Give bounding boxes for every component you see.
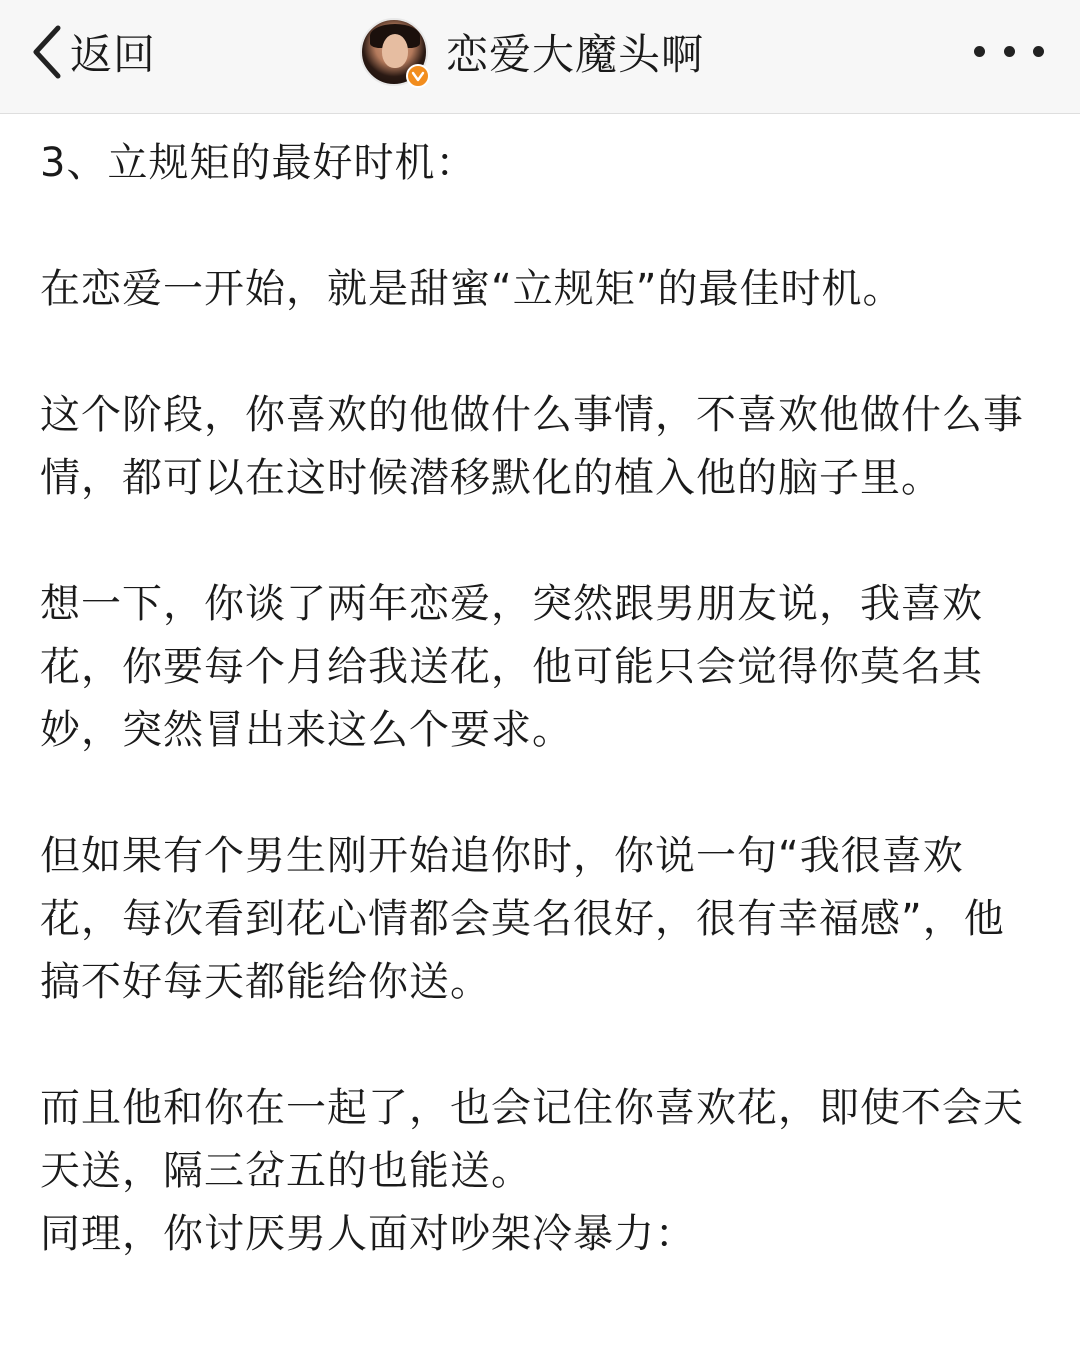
back-button[interactable] [30, 22, 156, 82]
paragraph-7: 同理，你讨厌男人面对吵架冷暴力： [40, 1211, 696, 1257]
paragraph-1: 3、立规矩的最好时机： [40, 140, 477, 186]
verified-badge-icon [406, 64, 430, 88]
paragraph-6: 而且他和你在一起了，也会记住你喜欢花，即使不会天天送，隔三岔五的也能送。 [40, 1085, 1024, 1194]
paragraph-4: 想一下，你谈了两年恋爱，突然跟男朋友说，我喜欢花，你要每个月给我送花，他可能只会觉得你莫名其妙，突然冒出来这么个要求。 [40, 581, 983, 753]
article-body [40, 132, 1045, 1266]
top-nav-bar [0, 0, 1080, 114]
chevron-left-icon [30, 24, 64, 80]
profile-header[interactable] [360, 14, 704, 90]
avatar[interactable] [360, 18, 428, 86]
back-label: 返回 [70, 30, 157, 79]
paragraph-2: 在恋爱一开始，就是甜蜜“立规矩”的最佳时机。 [40, 266, 904, 312]
page-title: 恋爱大魔头啊 [446, 30, 705, 79]
paragraph-5: 但如果有个男生刚开始追你时，你说一句“我很喜欢花，每次看到花心情都会莫名很好，很有幸福感”，他搞不好每天都能给你送。 [40, 833, 1005, 1005]
paragraph-3: 这个阶段，你喜欢的他做什么事情，不喜欢他做什么事情，都可以在这时候潜移默化的植入他的脑子里。 [40, 392, 1024, 501]
more-dots-icon[interactable] [974, 40, 1044, 62]
